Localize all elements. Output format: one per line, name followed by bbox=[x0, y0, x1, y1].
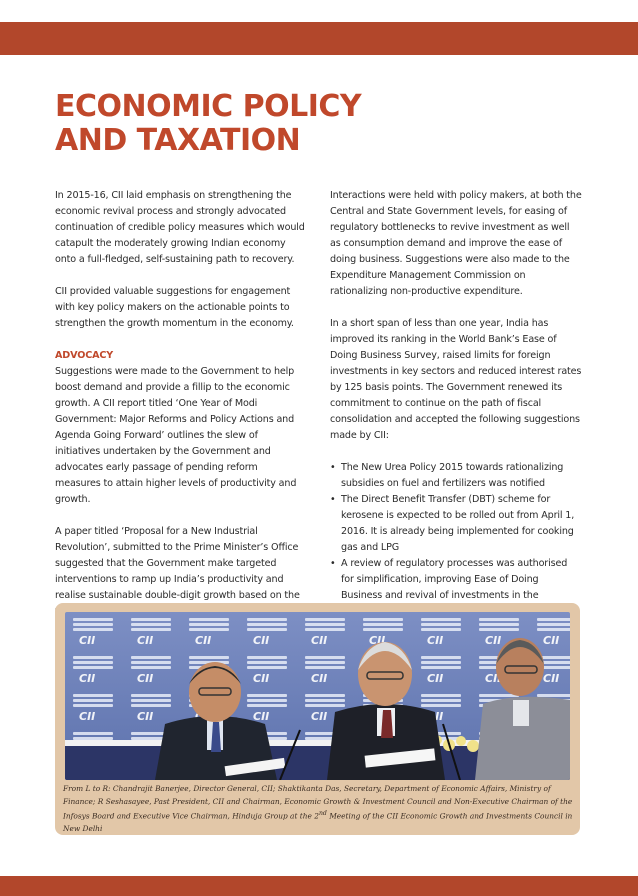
advocacy-subheading: ADVOCACY bbox=[55, 350, 114, 361]
bottom-color-band bbox=[0, 876, 638, 896]
list-item-text: The New Urea Policy 2015 towards rationalizing subsidies on fuel and fertilizers was notified bbox=[341, 462, 564, 489]
right-paragraph-2: In a short span of less than one year, India has improved its ranking in the World Bank’s Ease of Doing Business Survey, raised limits for foreign investments in key sectors and reduced interest rates by 125 basis points. The Government renewed its commitment to continue on the path of fiscal consolidation and accepted the following suggestions made by CII: bbox=[330, 318, 582, 441]
bullet-icon: • bbox=[330, 494, 336, 505]
page-title bbox=[55, 90, 361, 158]
bullet-icon: • bbox=[330, 558, 336, 569]
bullet-icon: • bbox=[330, 462, 336, 473]
caption-text-end: Meeting of the CII Economic Growth and Investments Council in New Delhi bbox=[63, 811, 573, 833]
list-item-text: The Direct Benefit Transfer (DBT) scheme for kerosene is expected to be rolled out from April 1, 2016. It is already being implemented for cooking gas and LPG bbox=[341, 494, 575, 553]
right-paragraph-1: Interactions were held with policy makers, at both the Central and State Government levels, for easing of regulatory bottlenecks to revive investment as well as consumption demand and improve the ease of doing business. Suggestions were also made to the Expenditure Management Commission on rationalizing non-productive expenditure. bbox=[330, 190, 582, 297]
top-color-band bbox=[0, 22, 638, 55]
page-title-line1: ECONOMIC POLICY bbox=[55, 89, 362, 124]
list-item bbox=[330, 492, 582, 556]
left-paragraph-2: CII provided valuable suggestions for engagement with key policy makers on the actionable points to strengthen the growth momentum in the economy. bbox=[55, 286, 294, 329]
left-paragraph-4: A paper titled ‘Proposal for a New Industrial Revolution’, submitted to the Prime Minister’s Office suggested that the Government make targeted interventions to ramp up India’s productivity and realise sustainable double-digit growth based on the bbox=[55, 526, 300, 601]
caption-superscript: nd bbox=[318, 810, 327, 817]
page-title-line2: AND TAXATION bbox=[55, 123, 301, 158]
left-paragraph-1: In 2015-16, CII laid emphasis on strengthening the economic revival process and strongly advocated continuation of credible policy measures which would catapult the moderately growing Indian economy onto a full-fledged, self-sustaining path to recovery. bbox=[55, 190, 305, 265]
list-item-text: A review of regulatory processes was authorised for simplification, improving Ease of Doing Business and revival of investments in the bbox=[341, 558, 568, 601]
left-text-column bbox=[55, 188, 305, 652]
caption-text: From L to R: Chandrajit Banerjee, Director General, CII; Shaktikanta Das, Secretary, Department of Economic Affairs, Ministry of Finance; R Seshasayee, Past President, CII and Chairman, Economic Growth & Investment Council and Non-Executive Chairman of the Infosys Board and Executive Vice Chairman, Hinduja Group at the 2 bbox=[63, 784, 573, 821]
left-paragraph-3: Suggestions were made to the Government to help boost demand and provide a fillip to the economic growth. A CII report titled ‘One Year of Modi Government: Major Reforms and Policy Actions and Agenda Going Forward’ outlines the slew of initiatives undertaken by the Government and advocates early passage of pending reform measures to attain higher levels of productivity and growth. bbox=[55, 366, 297, 505]
photo-card bbox=[55, 603, 580, 835]
meeting-photo bbox=[65, 612, 570, 780]
suggestions-list bbox=[330, 460, 582, 620]
photo-caption bbox=[63, 783, 575, 835]
list-item bbox=[330, 460, 582, 492]
right-text-column bbox=[330, 188, 582, 620]
